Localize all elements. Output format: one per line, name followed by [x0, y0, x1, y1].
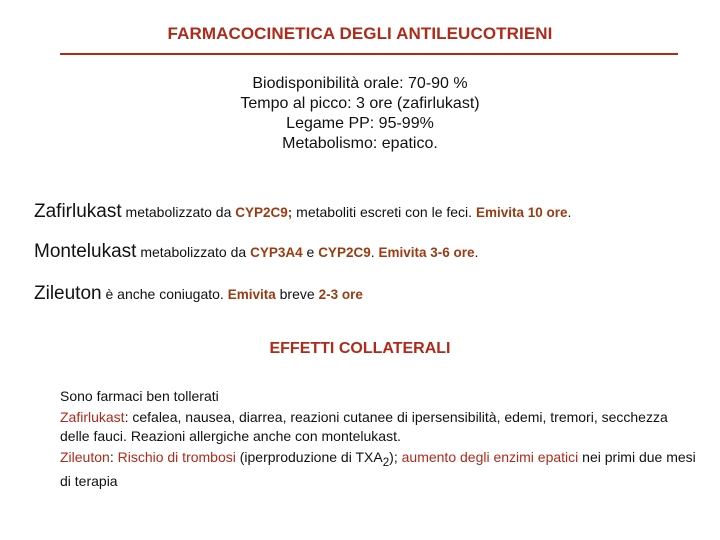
drug-row-montelukast	[34, 241, 478, 263]
drug-text: .	[567, 204, 572, 220]
drug-text: metabolizzato da	[136, 244, 251, 260]
pk-protein-binding: Legame PP: 95-99%	[286, 115, 434, 132]
drug-text: metabolizzato da	[121, 204, 236, 220]
side-effects-zileuton	[60, 448, 700, 491]
half-life-value: 2-3 ore	[318, 287, 363, 302]
drug-name-zafirlukast: Zafirlukast	[34, 201, 122, 222]
side-effects-text: :	[109, 449, 118, 465]
pharmacokinetics-block	[0, 74, 720, 154]
drug-label-zafirlukast: Zafirlukast	[60, 409, 125, 425]
side-effects-text: nei primi due mesi di terapia	[60, 449, 696, 489]
drug-text: e	[302, 244, 319, 260]
side-effects-zafirlukast	[60, 408, 700, 446]
drug-name-zileuton: Zileuton	[34, 283, 102, 304]
drug-text: .	[474, 244, 479, 260]
side-effects-text: (iperproduzione di TXA	[235, 449, 383, 465]
drug-text: metaboliti escreti con le feci.	[292, 204, 476, 220]
drug-row-zileuton	[34, 283, 363, 305]
side-effects-intro: Sono farmaci ben tollerati	[60, 388, 219, 404]
drug-text: breve	[275, 286, 319, 302]
drug-row-zafirlukast	[34, 201, 571, 223]
side-effects-text: : cefalea, nausea, diarrea, reazioni cutanee di ipersensibilità, edemi, tremori, secchezza delle fauci. Reazioni allergiche anche con montelukast.	[60, 409, 668, 444]
side-effects-title: EFFETTI COLLATERALI	[269, 340, 451, 357]
title-underline	[60, 53, 678, 55]
page-title: FARMACOCINETICA DEGLI ANTILEUCOTRIENI	[167, 24, 553, 43]
thrombosis-risk: Rischio di trombosi	[117, 449, 236, 465]
side-effects-text: );	[389, 449, 402, 465]
pk-time-to-peak: Tempo al picco: 3 ore (zafirlukast)	[240, 95, 480, 112]
side-effects-block	[60, 387, 700, 491]
drug-text: .	[370, 244, 379, 260]
pk-metabolism: Metabolismo: epatico.	[282, 135, 438, 152]
drug-text: è anche coniugato.	[101, 286, 228, 302]
half-life-label: Emivita 10 ore	[475, 205, 568, 220]
liver-enzymes-increase: aumento degli enzimi epatici	[401, 449, 579, 465]
half-life-label: Emivita	[227, 287, 276, 302]
drug-label-zileuton: Zileuton	[60, 449, 110, 465]
drug-name-montelukast: Montelukast	[34, 241, 137, 262]
enzyme-label: CYP2C9;	[235, 205, 293, 220]
enzyme-label: CYP2C9	[318, 245, 371, 260]
pk-bioavailability: Biodisponibilità orale: 70-90 %	[252, 75, 468, 92]
txa-subscript: 2	[382, 455, 390, 469]
enzyme-label: CYP3A4	[250, 245, 303, 260]
half-life-label: Emivita 3-6 ore	[378, 245, 475, 260]
